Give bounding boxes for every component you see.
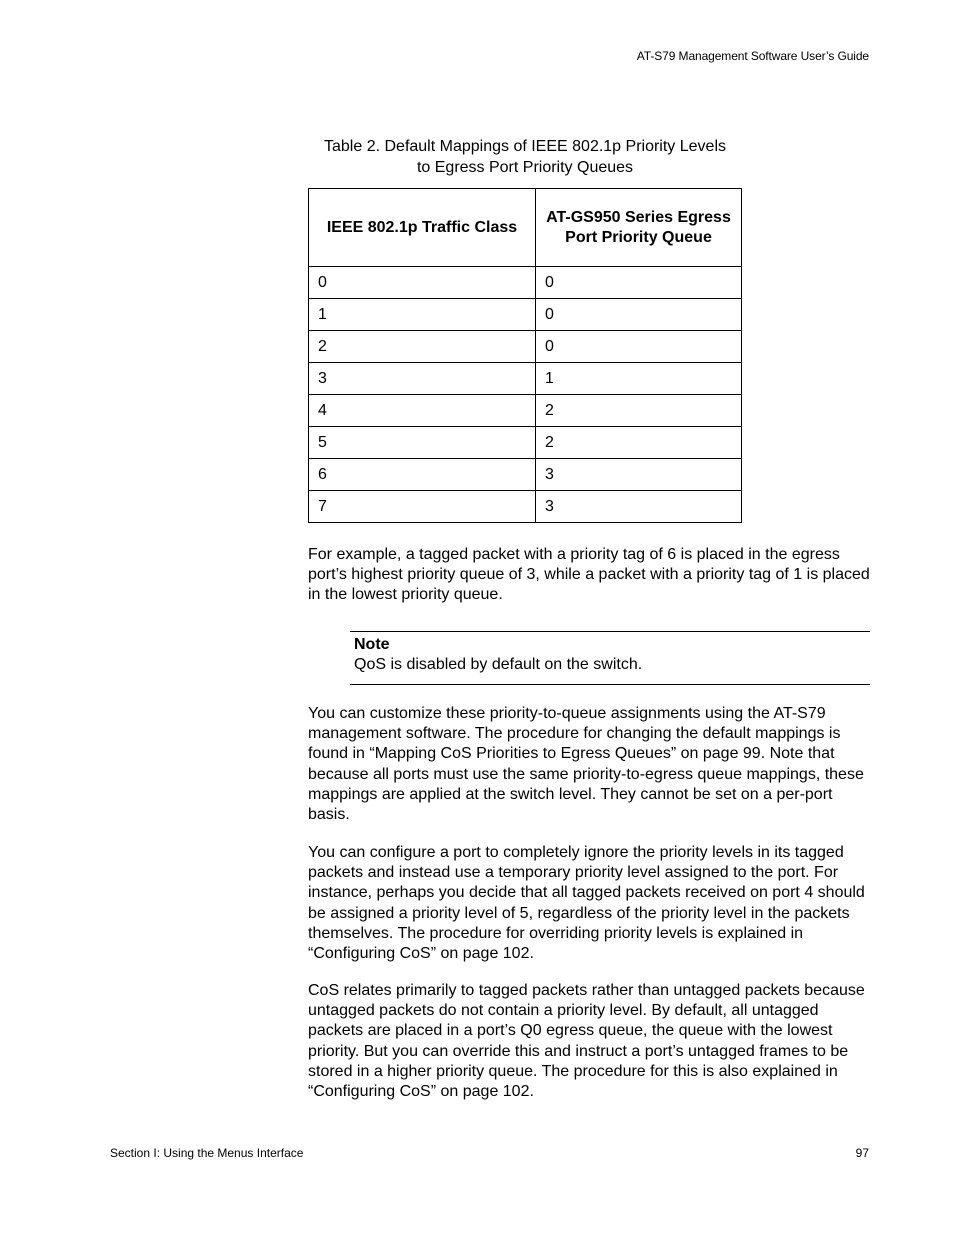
egress-queue-cell: 3 [536,459,742,491]
traffic-class-cell: 7 [309,491,536,523]
footer-section: Section I: Using the Menus Interface [110,1146,304,1160]
table-caption-line-2: to Egress Port Priority Queues [416,159,634,176]
table-row [309,491,742,523]
table-row [309,267,742,299]
egress-queue-cell: 2 [536,395,742,427]
running-header: AT-S79 Management Software User’s Guide [636,49,869,63]
egress-queue-cell: 0 [536,267,742,299]
paragraph-customize: You can customize these priority-to-queue assignments using the AT-S79 management software. The procedure for changing the default mappings is found in “Mapping CoS Priorities to Egress Queues” on page 99. Note that because all ports must use the same priority-to-egress queue mappings, these mappings are applied at the switch level. They cannot be set on a per-port basis. [308,705,864,824]
paragraph-example: For example, a tagged packet with a priority tag of 6 is placed in the egress port’s highest priority queue of 3, while a packet with a priority tag of 1 is placed in the lowest priority queue. [308,546,870,604]
table-caption-line-1: Table 2. Default Mappings of IEEE 802.1p Priority Levels [324,138,726,155]
table-caption [308,136,742,178]
table-row [309,299,742,331]
table-row [309,459,742,491]
traffic-class-cell: 0 [309,267,536,299]
table-row [309,395,742,427]
egress-queue-cell: 2 [536,427,742,459]
column-header-egress-queue: AT-GS950 Series Egress Port Priority Queue [536,189,742,267]
note-text: QoS is disabled by default on the switch. [354,656,643,673]
egress-queue-cell: 1 [536,363,742,395]
traffic-class-cell: 2 [309,331,536,363]
note-box [350,631,870,685]
table-header-row [309,189,742,267]
page-number: 97 [855,1146,869,1160]
paragraph-override: You can configure a port to completely ignore the priority levels in its tagged packets and instead use a temporary priority level assigned to the port. For instance, perhaps you decide that all tagged packets received on port 4 should be assigned a priority level of 5, regardless of the priority level in the packets themselves. The procedure for overriding priority levels is explained in “Configuring CoS” on page 102. [308,844,865,963]
table-row [309,331,742,363]
note-title: Note [354,636,390,653]
traffic-class-cell: 3 [309,363,536,395]
traffic-class-cell: 4 [309,395,536,427]
table-row [309,427,742,459]
table-row [309,363,742,395]
egress-queue-cell: 0 [536,331,742,363]
column-header-traffic-class: IEEE 802.1p Traffic Class [309,189,536,267]
traffic-class-cell: 1 [309,299,536,331]
egress-queue-cell: 3 [536,491,742,523]
egress-queue-cell: 0 [536,299,742,331]
paragraph-untagged: CoS relates primarily to tagged packets rather than untagged packets because untagged packets do not contain a priority level. By default, all untagged packets are placed in a port’s Q0 egress queue, the queue with the lowest priority. But you can override this and instruct a port’s untagged frames to be stored in a higher priority queue. The procedure for this is also explained in “Configuring CoS” on page 102. [308,982,865,1101]
traffic-class-cell: 6 [309,459,536,491]
traffic-class-cell: 5 [309,427,536,459]
priority-mapping-table [308,188,742,523]
